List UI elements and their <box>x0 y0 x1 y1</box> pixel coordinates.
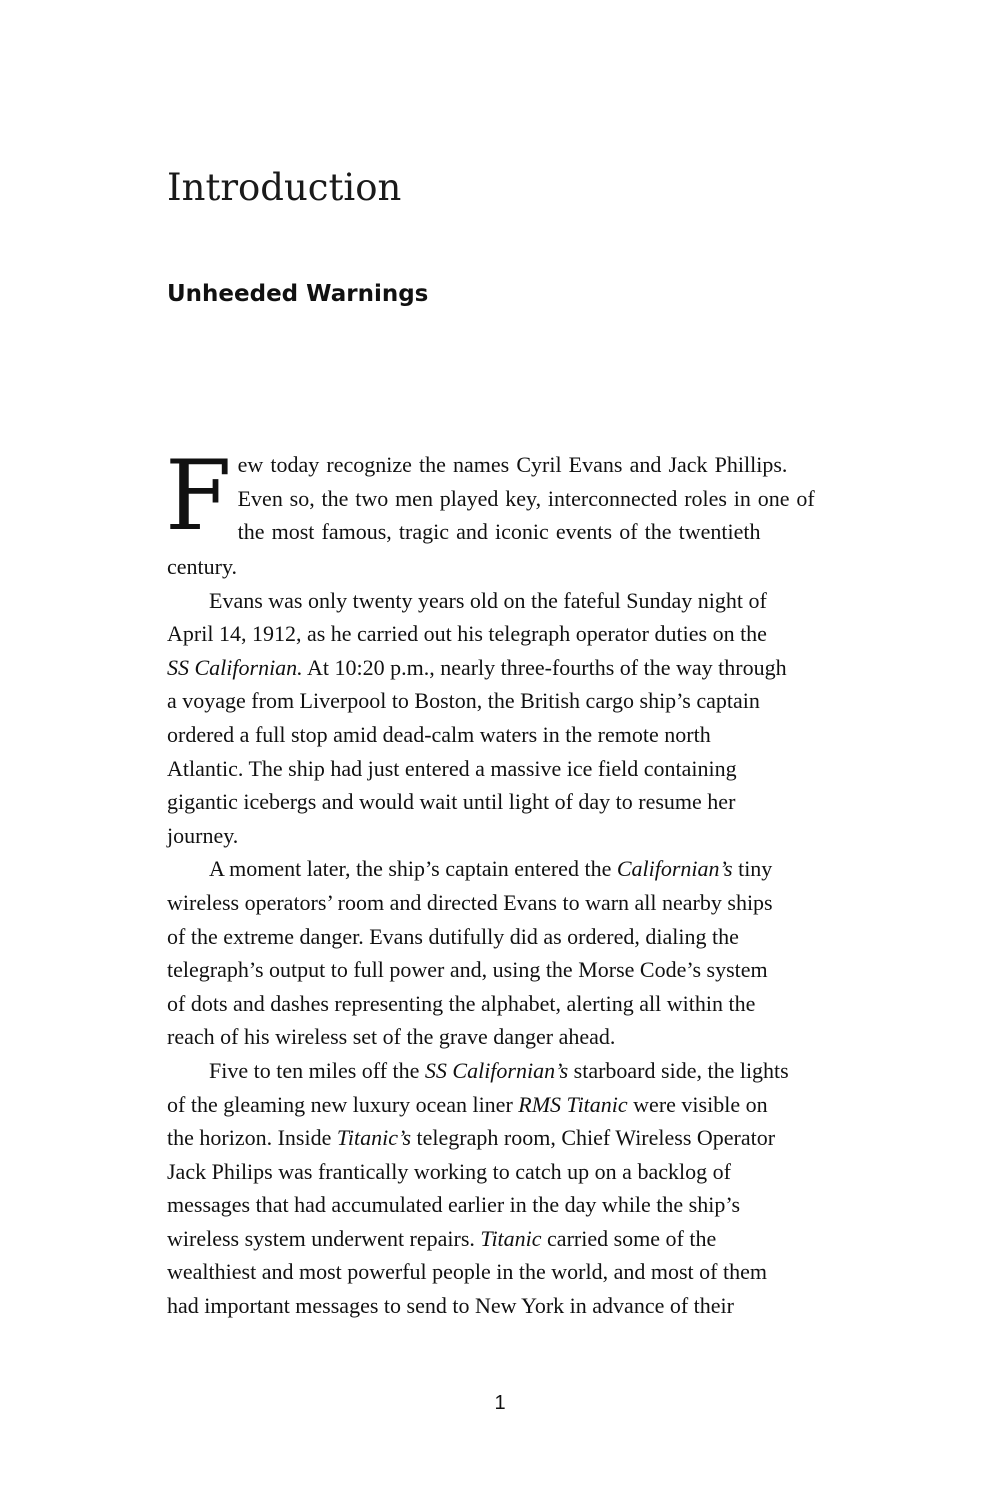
ship-name: SS Californian. <box>167 654 303 680</box>
text-line: Evans was only twenty years old on the fateful Sunday night of <box>209 587 767 613</box>
text-fragment: A moment later, the ship’s captain entered the <box>209 856 617 882</box>
text-line: Even so, the two men played key, interconnected roles in one of <box>237 485 815 511</box>
text-line: wireless operators’ room and directed Evans to warn all nearby ships <box>167 889 773 915</box>
text-line: wealthiest and most powerful people in the world, and most of them <box>167 1259 767 1285</box>
text-fragment: telegraph room, Chief Wireless Operator <box>411 1125 776 1151</box>
text-line: a voyage from Liverpool to Boston, the British cargo ship’s captain <box>167 688 760 714</box>
text-line: ew today recognize the names Cyril Evans and Jack Phillips. <box>237 452 788 477</box>
paragraph-2 <box>167 584 833 853</box>
text-line: of the extreme danger. Evans dutifully did as ordered, dialing the <box>167 923 739 949</box>
text-fragment: carried some of the <box>541 1225 717 1251</box>
text-fragment: wireless system underwent repairs. <box>167 1225 481 1251</box>
text-line <box>167 1222 833 1256</box>
paragraph-1 <box>165 440 833 584</box>
ship-name: Titanic’s <box>336 1125 412 1151</box>
text-fragment: the horizon. Inside <box>167 1125 337 1151</box>
text-line: telegraph’s output to full power and, using the Morse Code’s system <box>167 957 768 983</box>
text-line: ordered a full stop amid dead-calm waters in the remote north <box>167 721 711 747</box>
text-line: the most famous, tragic and iconic events of the twentieth <box>237 519 761 545</box>
text-fragment: tiny <box>732 856 773 882</box>
chapter-title: Introduction <box>167 166 402 209</box>
text-line <box>167 1121 833 1155</box>
text-line: Atlantic. The ship had just entered a massive ice field containing <box>167 755 737 781</box>
body-text <box>165 440 833 1323</box>
text-fragment: starboard side, the lights <box>568 1057 789 1083</box>
paragraph-4 <box>167 1054 833 1323</box>
section-heading: Unheeded Warnings <box>167 281 429 307</box>
text-line: April 14, 1912, as he carried out his telegraph operator duties on the <box>167 621 767 647</box>
text-line: gigantic icebergs and would wait until light of day to resume her <box>167 789 736 815</box>
text-line <box>167 651 833 685</box>
text-fragment: Five to ten miles off the <box>209 1057 425 1083</box>
page-number: 1 <box>494 1392 506 1414</box>
ship-name: Titanic <box>480 1225 542 1251</box>
text-fragment: At 10:20 p.m., nearly three-fourths of the way through <box>302 654 787 680</box>
text-line: had important messages to send to New York in advance of their <box>167 1293 734 1319</box>
text-line: reach of his wireless set of the grave danger ahead. <box>167 1024 616 1050</box>
text-line <box>167 1088 833 1122</box>
text-line: of dots and dashes representing the alphabet, alerting all within the <box>167 990 756 1016</box>
text-fragment: of the gleaming new luxury ocean liner <box>167 1091 519 1117</box>
ship-name: Californian’s <box>616 856 733 882</box>
text-line: Jack Philips was frantically working to catch up on a backlog of <box>167 1158 731 1184</box>
text-line: century. <box>167 554 238 579</box>
text-line <box>167 852 833 886</box>
text-line: journey. <box>167 822 239 848</box>
text-line: messages that had accumulated earlier in the day while the ship’s <box>167 1192 741 1218</box>
drop-cap: F <box>165 440 232 552</box>
ship-name: SS Californian’s <box>424 1057 569 1083</box>
text-line <box>167 1054 833 1088</box>
paragraph-3 <box>167 852 833 1054</box>
ship-name: RMS Titanic <box>518 1091 628 1117</box>
text-fragment: were visible on <box>627 1091 768 1117</box>
